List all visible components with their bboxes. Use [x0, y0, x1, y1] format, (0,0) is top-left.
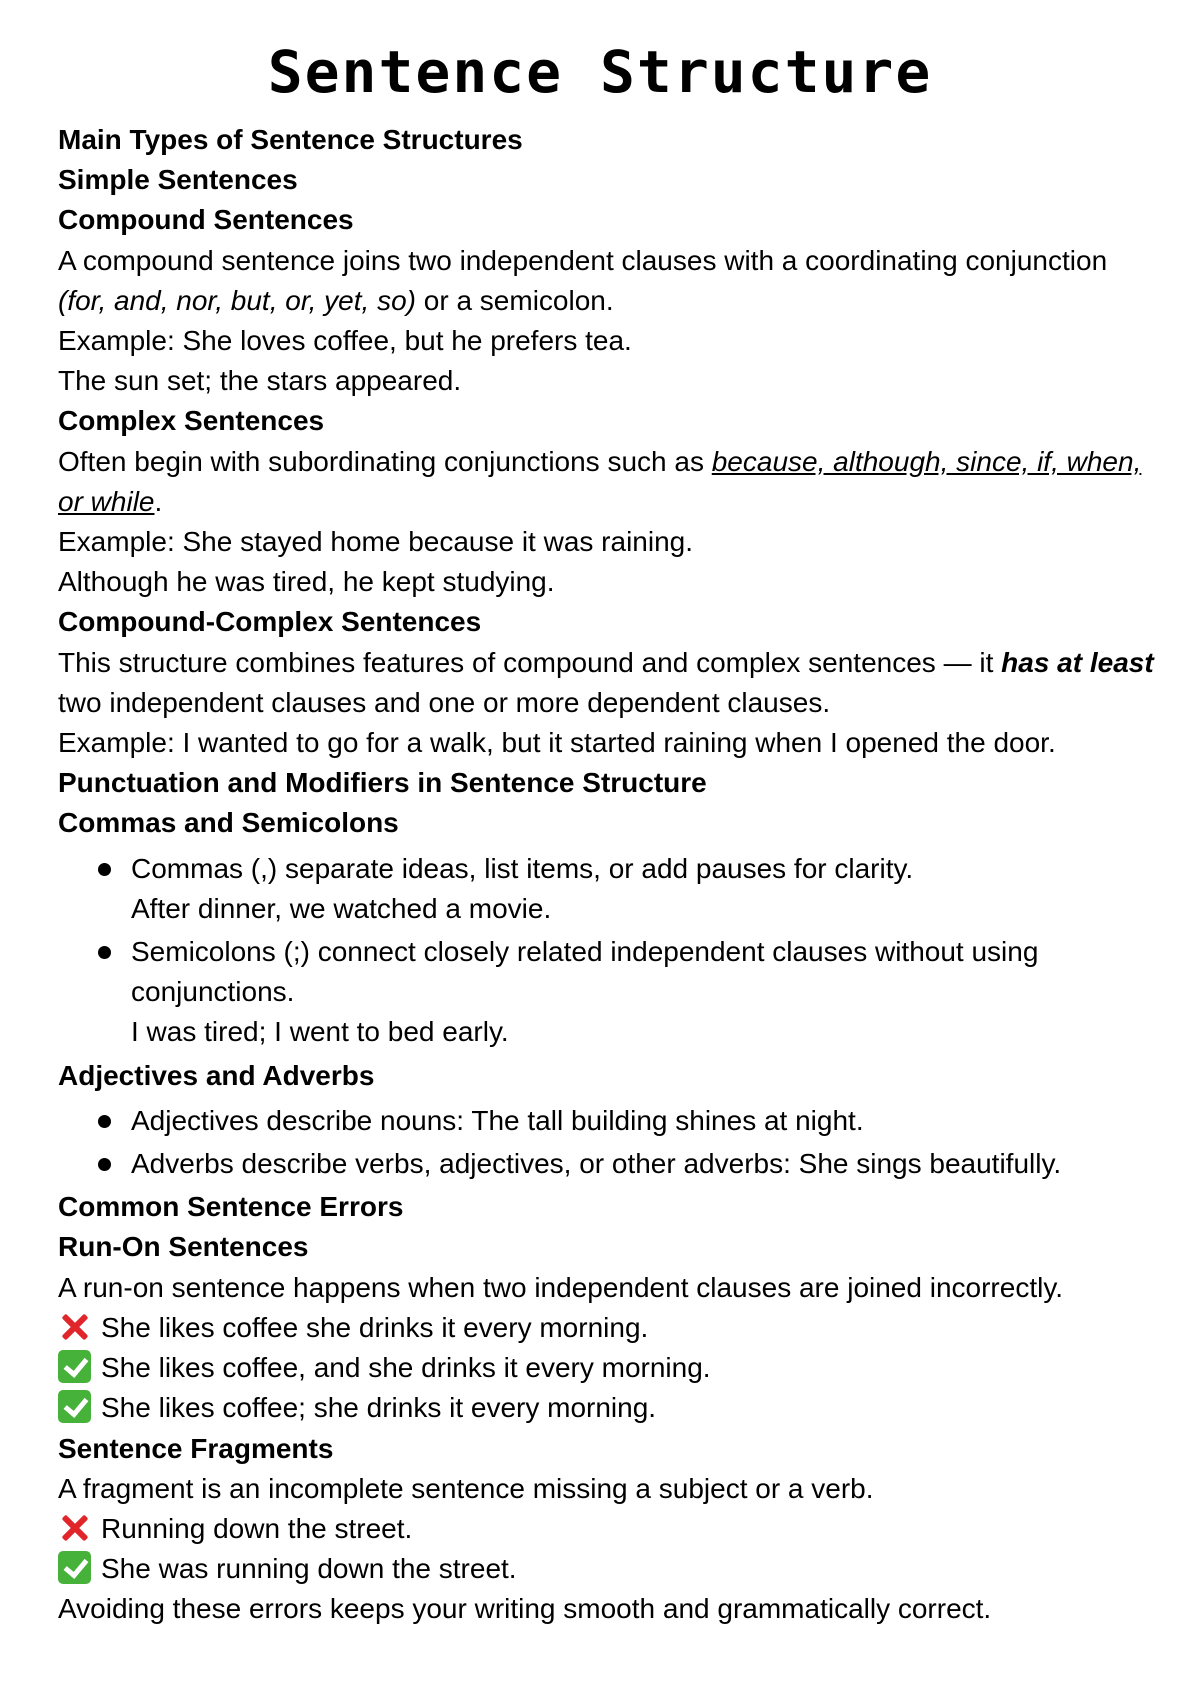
heading-commas: Commas and Semicolons: [58, 807, 399, 839]
cross-mark-icon: [58, 1310, 91, 1343]
list-item: Adjectives describe nouns: The tall building shines at night.: [58, 1101, 1158, 1141]
run-on-description: A run-on sentence happens when two independent clauses are joined incorrectly.: [58, 1271, 1064, 1303]
list-item: Semicolons (;) connect closely related independent clauses without using conjunctions. I was tired; I went to bed early.: [58, 932, 1158, 1053]
complex-example-2: Although he was tired, he kept studying.: [58, 566, 555, 598]
compound-complex-example: Example: I wanted to go for a walk, but it started raining when I opened the door.: [58, 727, 1056, 759]
heading-complex: Complex Sentences: [58, 405, 325, 437]
run-on-right-example-2: She likes coffee; she drinks it every morning.: [58, 1388, 1158, 1428]
page-title: Sentence Structure: [267, 38, 933, 106]
heading-adjectives: Adjectives and Adverbs: [58, 1059, 375, 1091]
closing-sentence: Avoiding these errors keeps your writing smooth and grammatically correct.: [58, 1593, 992, 1625]
subordinating-conjunctions: because, although, since, if, when, or while: [58, 445, 1142, 517]
check-mark-icon: [58, 1551, 91, 1584]
compound-complex-description: This structure combines features of compound and complex sentences — it has at least two independent clauses and one or more dependent clauses.: [58, 646, 1154, 718]
list-item: Adverbs describe verbs, adjectives, or other adverbs: She sings beautifully.: [58, 1144, 1158, 1184]
fragment-wrong-example: Running down the street.: [58, 1509, 1158, 1549]
fragments-description: A fragment is an incomplete sentence missing a subject or a verb.: [58, 1472, 874, 1504]
list-item: Commas (,) separate ideas, list items, or add pauses for clarity. After dinner, we watched a movie.: [58, 849, 1158, 929]
compound-example-2: The sun set; the stars appeared.: [58, 365, 462, 397]
heading-compound: Compound Sentences: [58, 204, 354, 236]
compound-example-1: Example: She loves coffee, but he prefers tea.: [58, 325, 632, 357]
adjectives-list: [58, 1101, 1158, 1184]
heading-compound-complex: Compound-Complex Sentences: [58, 606, 482, 638]
complex-description: Often begin with subordinating conjunctions such as because, although, since, if, when, or while.: [58, 445, 1142, 517]
heading-main-types: Main Types of Sentence Structures: [58, 124, 523, 155]
run-on-wrong-example: She likes coffee she drinks it every morning.: [58, 1308, 1158, 1348]
check-mark-icon: [58, 1390, 91, 1423]
heading-punctuation: Punctuation and Modifiers in Sentence Structure: [58, 767, 707, 799]
cross-mark-icon: [58, 1511, 91, 1544]
complex-example-1: Example: She stayed home because it was raining.: [58, 526, 694, 558]
heading-fragments: Sentence Fragments: [58, 1432, 334, 1464]
fragment-right-example: She was running down the street.: [58, 1549, 1158, 1589]
compound-description: A compound sentence joins two independent clauses with a coordinating conjunction (for, and, nor, but, or, yet, so) or a semicolon.: [58, 244, 1108, 316]
run-on-right-example-1: She likes coffee, and she drinks it every morning.: [58, 1348, 1158, 1388]
check-mark-icon: [58, 1350, 91, 1383]
heading-errors: Common Sentence Errors: [58, 1191, 404, 1223]
conjunction-list: (for, and, nor, but, or, yet, so): [58, 284, 416, 316]
heading-run-on: Run-On Sentences: [58, 1231, 309, 1263]
commas-list: [58, 849, 1158, 1053]
document-body: [58, 120, 1158, 1630]
heading-simple: Simple Sentences: [58, 164, 298, 196]
emphasis-has-at-least: has at least: [1001, 646, 1154, 678]
